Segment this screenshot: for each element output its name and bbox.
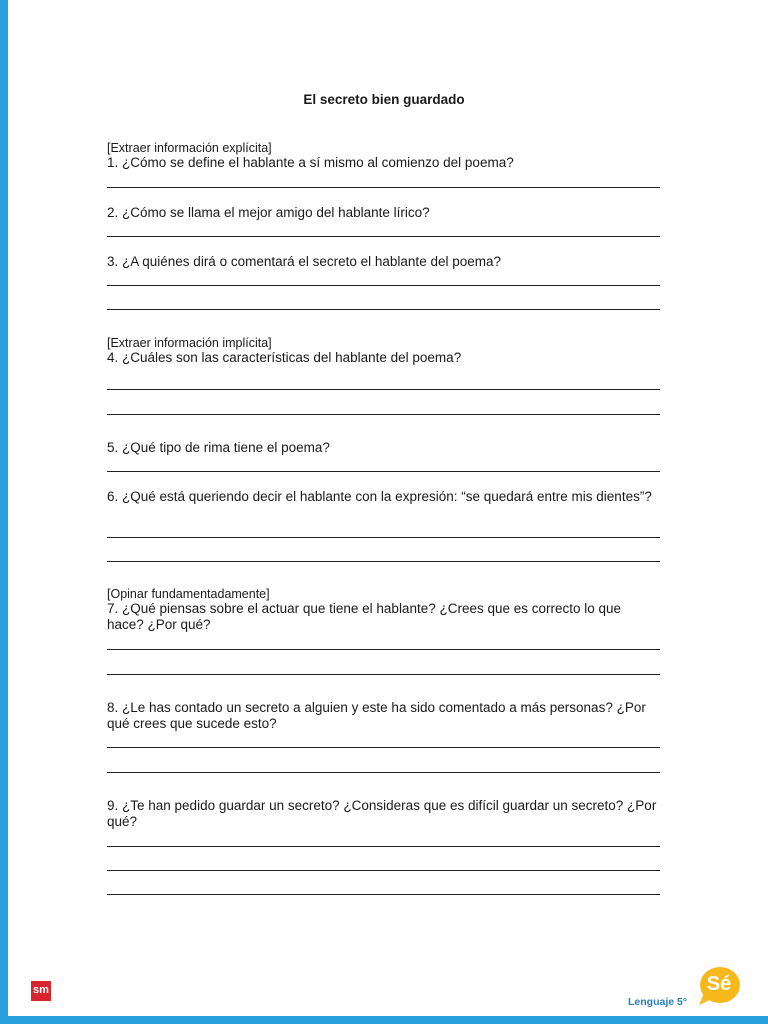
answer-line[interactable] [107, 674, 660, 675]
question-block-8 [107, 700, 660, 732]
answer-line[interactable] [107, 846, 660, 847]
publisher-logo-text: sm [33, 984, 49, 996]
answer-line[interactable] [107, 747, 660, 748]
subject-grade-label: Lenguaje 5° [628, 996, 688, 1008]
question-text: 9. ¿Te han pedido guardar un secreto? ¿Consideras que es difícil guardar un secreto? ¿Por qué? [107, 798, 657, 829]
answer-line[interactable] [107, 187, 660, 188]
question-block-4 [107, 336, 660, 366]
question-block-2 [107, 205, 660, 221]
page-bottom-border [0, 1016, 768, 1024]
answer-line[interactable] [107, 471, 660, 472]
answer-line[interactable] [107, 414, 660, 415]
answer-line[interactable] [107, 285, 660, 286]
question-block-9 [107, 798, 660, 830]
question-block-1 [107, 141, 660, 171]
answer-line[interactable] [107, 537, 660, 538]
brand-logo-text: Sé [706, 973, 732, 995]
answer-line[interactable] [107, 894, 660, 895]
question-text: 3. ¿A quiénes dirá o comentará el secreto el hablante del poema? [107, 254, 501, 269]
answer-line[interactable] [107, 561, 660, 562]
category-label: [Opinar fundamentadamente] [107, 587, 270, 601]
answer-line[interactable] [107, 309, 660, 310]
question-text: 4. ¿Cuáles son las características del hablante del poema? [107, 350, 462, 365]
question-block-6 [107, 489, 660, 505]
question-text: 6. ¿Qué está queriendo decir el hablante con la expresión: “se quedará entre mis dientes”? [107, 489, 652, 504]
question-text: 1. ¿Cómo se define el hablante a sí mismo al comienzo del poema? [107, 155, 514, 170]
category-label: [Extraer información explícita] [107, 141, 272, 155]
publisher-logo [31, 981, 51, 1001]
question-block-7 [107, 587, 660, 633]
question-text: 2. ¿Cómo se llama el mejor amigo del hablante lírico? [107, 205, 430, 220]
answer-line[interactable] [107, 870, 660, 871]
category-label: [Extraer información implícita] [107, 336, 272, 350]
page-left-border [0, 0, 8, 1024]
question-text: 5. ¿Qué tipo de rima tiene el poema? [107, 440, 330, 455]
question-block-3 [107, 254, 660, 270]
question-text: 8. ¿Le has contado un secreto a alguien y este ha sido comentado a más personas? ¿Por qué crees que sucede esto? [107, 700, 646, 731]
answer-line[interactable] [107, 649, 660, 650]
answer-line[interactable] [107, 389, 660, 390]
answer-line[interactable] [107, 236, 660, 237]
question-text: 7. ¿Qué piensas sobre el actuar que tiene el hablante? ¿Crees que es correcto lo que hace? ¿Por qué? [107, 601, 622, 632]
answer-line[interactable] [107, 772, 660, 773]
worksheet-title: El secreto bien guardado [303, 92, 465, 107]
question-block-5 [107, 440, 660, 456]
